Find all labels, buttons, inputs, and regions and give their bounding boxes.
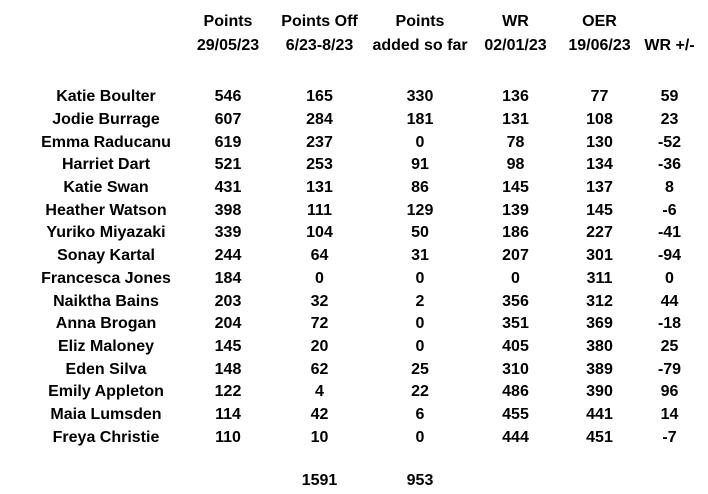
header-row-2 bbox=[0, 34, 708, 58]
points-cell: 398 bbox=[214, 201, 242, 219]
player-name: Emma Raducanu bbox=[41, 133, 171, 151]
points-cell: 204 bbox=[214, 315, 242, 333]
points-off-cell: 165 bbox=[306, 88, 333, 106]
table-header bbox=[0, 0, 708, 58]
points-added-cell: 0 bbox=[415, 337, 425, 355]
wr-cell: 136 bbox=[502, 88, 529, 106]
oer-cell: 441 bbox=[586, 405, 613, 423]
player-name: Yuriko Miyazaki bbox=[46, 224, 166, 242]
totals-points-off: 1591 bbox=[301, 472, 338, 490]
column-subheader-wr-date: 02/01/23 bbox=[484, 37, 547, 54]
points-cell: 521 bbox=[214, 156, 242, 174]
player-name: Katie Swan bbox=[63, 179, 149, 197]
points-off-cell: 111 bbox=[307, 201, 332, 219]
wr-cell: 455 bbox=[502, 405, 529, 423]
points-off-cell: 253 bbox=[306, 156, 333, 174]
points-added-cell: 0 bbox=[415, 133, 425, 151]
points-added-cell: 50 bbox=[411, 224, 429, 242]
points-added-cell: 0 bbox=[415, 315, 425, 333]
oer-cell: 390 bbox=[586, 383, 613, 401]
oer-cell: 451 bbox=[586, 428, 613, 446]
points-added-cell: 330 bbox=[406, 88, 434, 106]
points-added-cell: 0 bbox=[415, 269, 425, 287]
player-row bbox=[0, 268, 708, 291]
player-row bbox=[0, 177, 708, 200]
oer-cell: 312 bbox=[586, 292, 613, 310]
wr-cell: 98 bbox=[506, 156, 525, 174]
wr-cell: 145 bbox=[502, 179, 529, 197]
column-header-wr: WR bbox=[502, 13, 529, 30]
player-row bbox=[0, 86, 708, 109]
wr-cell: 78 bbox=[506, 133, 525, 151]
totals-row bbox=[0, 470, 708, 493]
column-header-wr-diff bbox=[631, 10, 708, 34]
points-added-cell: 129 bbox=[406, 201, 434, 219]
points-off-cell: 0 bbox=[315, 269, 324, 287]
oer-cell: 380 bbox=[586, 337, 613, 355]
wr-diff-cell: -52 bbox=[657, 133, 682, 151]
wr-cell: 139 bbox=[502, 201, 529, 219]
wr-cell: 486 bbox=[502, 383, 529, 401]
player-row bbox=[0, 131, 708, 154]
column-subheader bbox=[0, 34, 194, 58]
table-body bbox=[0, 86, 708, 449]
wr-cell: 131 bbox=[502, 111, 529, 129]
player-name: Eliz Maloney bbox=[57, 337, 155, 355]
points-added-cell: 6 bbox=[415, 405, 425, 423]
points-cell: 546 bbox=[214, 88, 242, 106]
points-added-cell: 31 bbox=[411, 247, 429, 265]
player-row bbox=[0, 154, 708, 177]
player-row bbox=[0, 199, 708, 222]
player-row bbox=[0, 426, 708, 449]
totals-empty-cell bbox=[568, 470, 631, 493]
points-cell: 607 bbox=[214, 111, 242, 129]
player-row bbox=[0, 290, 708, 313]
oer-cell: 108 bbox=[586, 111, 613, 129]
points-off-cell: 32 bbox=[310, 292, 329, 310]
oer-cell: 227 bbox=[586, 224, 613, 242]
totals-empty-cell bbox=[0, 470, 194, 493]
points-off-cell: 284 bbox=[306, 111, 333, 129]
column-header-oer: OER bbox=[582, 13, 617, 30]
wr-diff-cell: 8 bbox=[665, 179, 674, 197]
points-cell: 110 bbox=[215, 428, 241, 446]
wr-diff-cell: -7 bbox=[662, 428, 677, 446]
points-added-cell: 91 bbox=[411, 156, 429, 174]
wr-diff-cell: 23 bbox=[660, 111, 679, 129]
column-header-points: Points bbox=[203, 13, 253, 30]
player-row bbox=[0, 109, 708, 132]
player-name: Anna Brogan bbox=[55, 315, 157, 333]
oer-cell: 369 bbox=[586, 315, 613, 333]
points-added-cell: 86 bbox=[411, 179, 429, 197]
points-cell: 244 bbox=[214, 247, 242, 265]
player-row bbox=[0, 313, 708, 336]
player-row bbox=[0, 336, 708, 359]
player-row bbox=[0, 245, 708, 268]
column-header bbox=[0, 10, 194, 34]
totals-points-added: 953 bbox=[406, 472, 434, 490]
wr-diff-cell: -36 bbox=[657, 156, 682, 174]
wr-diff-cell: 25 bbox=[660, 337, 679, 355]
column-header-points-added: Points bbox=[395, 13, 445, 30]
wr-diff-cell: 14 bbox=[660, 405, 679, 423]
wr-diff-cell: -18 bbox=[657, 315, 682, 333]
points-cell: 122 bbox=[214, 383, 242, 401]
points-cell: 431 bbox=[214, 179, 242, 197]
wr-cell: 186 bbox=[502, 224, 529, 242]
points-off-cell: 64 bbox=[310, 247, 329, 265]
wr-cell: 356 bbox=[502, 292, 529, 310]
player-name: Jodie Burrage bbox=[52, 111, 160, 129]
wr-cell: 0 bbox=[511, 269, 520, 287]
points-cell: 339 bbox=[214, 224, 242, 242]
points-added-cell: 0 bbox=[415, 428, 425, 446]
wr-diff-cell: -41 bbox=[657, 224, 682, 242]
wr-cell: 405 bbox=[502, 337, 529, 355]
table-totals bbox=[0, 470, 708, 493]
oer-cell: 130 bbox=[586, 133, 613, 151]
wr-diff-cell: 44 bbox=[660, 292, 679, 310]
wr-diff-cell: -6 bbox=[662, 201, 677, 219]
points-off-cell: 62 bbox=[310, 360, 329, 378]
player-name: Freya Christie bbox=[52, 428, 160, 446]
wr-diff-cell: 59 bbox=[660, 88, 679, 106]
points-added-cell: 22 bbox=[411, 383, 429, 401]
points-off-cell: 10 bbox=[310, 428, 329, 446]
points-off-cell: 20 bbox=[310, 337, 329, 355]
oer-cell: 145 bbox=[586, 201, 613, 219]
points-cell: 619 bbox=[214, 133, 242, 151]
player-name: Heather Watson bbox=[45, 201, 167, 219]
player-name: Sonay Kartal bbox=[57, 247, 155, 265]
column-subheader-wr-diff: WR +/- bbox=[644, 37, 695, 54]
oer-cell: 389 bbox=[586, 360, 613, 378]
points-cell: 145 bbox=[214, 337, 242, 355]
points-off-cell: 42 bbox=[310, 405, 329, 423]
player-row bbox=[0, 404, 708, 427]
oer-cell: 301 bbox=[586, 247, 613, 265]
wr-diff-cell: 96 bbox=[660, 383, 679, 401]
player-name: Katie Boulter bbox=[56, 88, 156, 106]
wr-diff-cell: 0 bbox=[665, 269, 674, 287]
player-name: Naiktha Bains bbox=[53, 292, 159, 310]
points-added-cell: 2 bbox=[415, 292, 425, 310]
player-name: Eden Silva bbox=[65, 360, 147, 378]
player-row bbox=[0, 358, 708, 381]
oer-cell: 311 bbox=[586, 269, 613, 287]
player-name: Harriet Dart bbox=[61, 156, 151, 174]
points-off-cell: 72 bbox=[310, 315, 329, 333]
player-name: Francesca Jones bbox=[41, 269, 171, 287]
totals-empty-cell bbox=[631, 470, 708, 493]
oer-cell: 134 bbox=[586, 156, 613, 174]
points-added-cell: 181 bbox=[406, 111, 434, 129]
wr-diff-cell: -94 bbox=[657, 247, 682, 265]
points-added-cell: 25 bbox=[411, 360, 429, 378]
player-row bbox=[0, 222, 708, 245]
wr-cell: 207 bbox=[502, 247, 529, 265]
column-subheader-points-added: added so far bbox=[372, 37, 468, 54]
points-off-cell: 4 bbox=[315, 383, 324, 401]
oer-cell: 137 bbox=[586, 179, 613, 197]
player-row bbox=[0, 381, 708, 404]
header-row-1 bbox=[0, 10, 708, 34]
points-cell: 114 bbox=[215, 405, 241, 423]
points-off-cell: 237 bbox=[306, 133, 333, 151]
wr-cell: 310 bbox=[502, 360, 529, 378]
points-cell: 184 bbox=[214, 269, 242, 287]
column-header-points-off: Points Off bbox=[281, 13, 358, 30]
column-subheader-points-off-range: 6/23-8/23 bbox=[285, 37, 354, 54]
wr-diff-cell: -79 bbox=[657, 360, 682, 378]
column-subheader-oer-date: 19/06/23 bbox=[568, 37, 631, 54]
wr-cell: 351 bbox=[502, 315, 529, 333]
player-name: Emily Appleton bbox=[48, 383, 164, 401]
points-off-cell: 131 bbox=[306, 179, 333, 197]
wr-cell: 444 bbox=[502, 428, 529, 446]
totals-empty-cell bbox=[463, 470, 568, 493]
player-name: Maia Lumsden bbox=[50, 405, 162, 423]
column-subheader-points-date: 29/05/23 bbox=[196, 37, 260, 54]
points-cell: 203 bbox=[214, 292, 242, 310]
points-cell: 148 bbox=[214, 360, 242, 378]
oer-cell: 77 bbox=[590, 88, 609, 106]
points-off-cell: 104 bbox=[306, 224, 333, 242]
totals-empty-cell bbox=[194, 470, 262, 493]
